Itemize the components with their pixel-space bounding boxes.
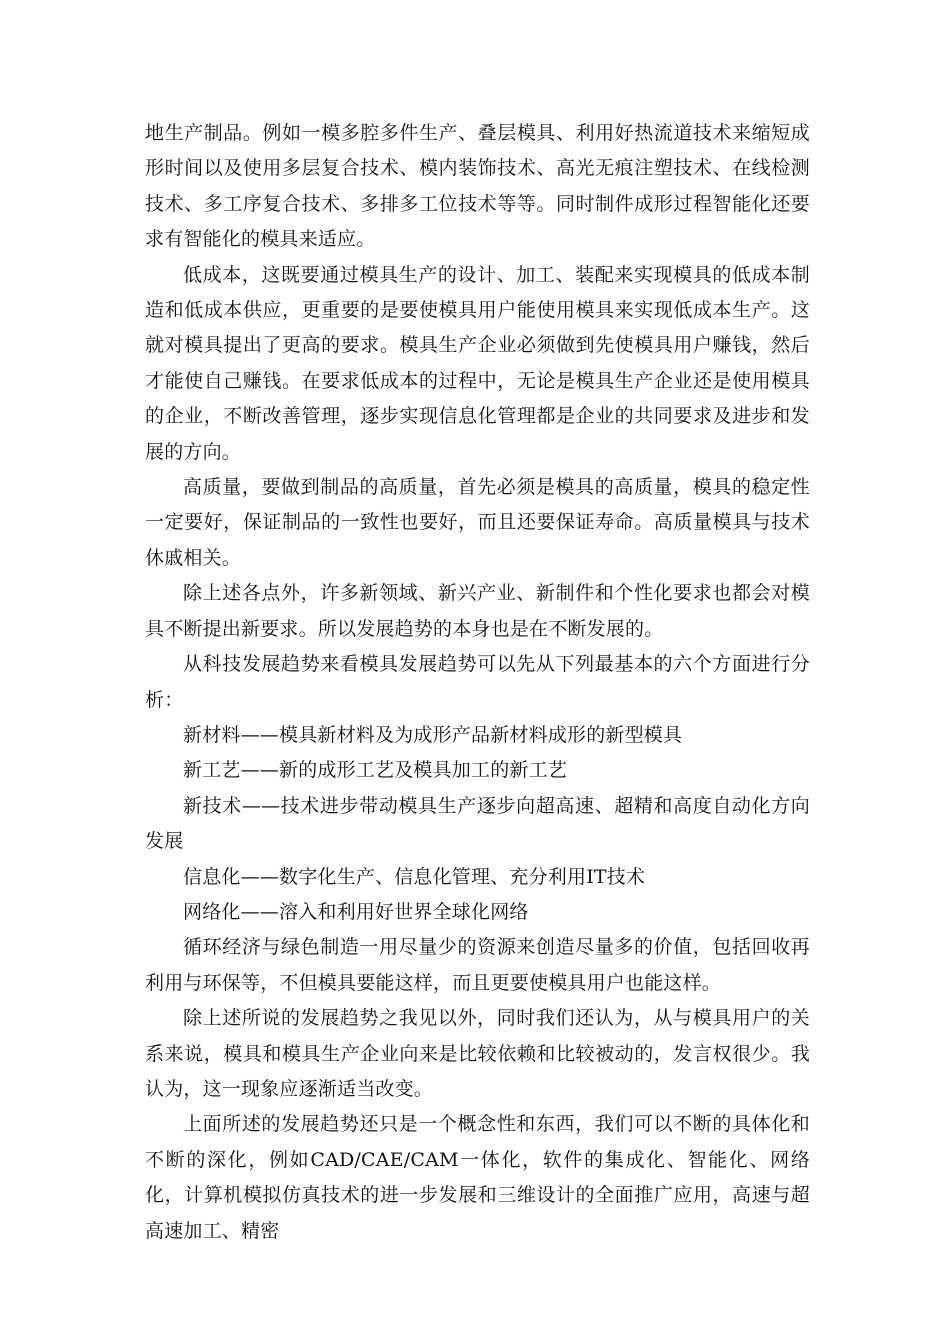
paragraph-circular-economy: 循环经济与绿色制造一用尽量少的资源来创造尽量多的价值，包括回收再利用与环保等，不但模具要能这样，而且更要使模具用户也能这样。 xyxy=(145,936,810,994)
paragraph-high-quality: 高质量，要做到制品的高质量，首先必须是模具的高质量，模具的稳定性一定要好，保证制品的一致性也要好，而且还要保证寿命。高质量模具与技术休戚相关。 xyxy=(145,476,810,569)
paragraph-six-aspects-intro: 从科技发展趋势来看模具发展趋势可以先从下列最基本的六个方面进行分析： xyxy=(145,653,810,711)
list-item-new-materials: 新材料——模具新材料及为成形产品新材料成形的新型模具 xyxy=(183,723,683,746)
list-item-new-technology: 新技术——技术进步带动模具生产逐步向超高速、超精和高度自动化方向发展 xyxy=(145,794,810,853)
list-item-networking: 网络化——溶入和利用好世界全球化网络 xyxy=(183,900,529,923)
paragraph-continuation: 地生产制品。例如一模多腔多件生产、叠层模具、利用好热流道技术来缩短成形时间以及使用多层复合技术、模内装饰技术、高光无痕注塑技术、在线检测技术、多工序复合技术、多排多工位技术等等。同时制件成形过程智能化还要求有智能化的模具来适应。 xyxy=(145,122,810,251)
document-body xyxy=(145,116,810,1249)
list-item-informatization: 信息化——数字化生产、信息化管理、充分利用IT技术 xyxy=(183,865,646,888)
paragraph-low-cost: 低成本，这既要通过模具生产的设计、加工、装配来实现模具的低成本制造和低成本供应，更重要的是要使模具用户能使用模具来实现低成本生产。这就对模具提出了更高的要求。模具生产企业必须做到先使模具用户赚钱，然后才能使自己赚钱。在要求低成本的过程中，无论是模具生产企业还是使用模具的企业，不断改善管理，逐步实现信息化管理都是企业的共同要求及进步和发展的方向。 xyxy=(145,263,810,463)
paragraph-user-relationship: 除上述所说的发展趋势之我见以外，同时我们还认为，从与模具用户的关系来说，模具和模具生产企业向来是比较依赖和比较被动的，发言权很少。我认为，这一现象应逐渐适当改变。 xyxy=(145,1007,810,1100)
paragraph-other-requirements: 除上述各点外，许多新领域、新兴产业、新制件和个性化要求也都会对模具不断提出新要求。所以发展趋势的本身也是在不断发展的。 xyxy=(145,582,810,640)
paragraph-trends-deepening: 上面所述的发展趋势还只是一个概念性和东西，我们可以不断的具体化和不断的深化，例如CAD/CAE/CAM一体化，软件的集成化、智能化、网络化，计算机模拟仿真技术的进一步发展和三维设计的全面推广应用，高速与超高速加工、精密 xyxy=(145,1113,810,1242)
list-item-new-processes: 新工艺——新的成形工艺及模具加工的新工艺 xyxy=(183,759,568,782)
